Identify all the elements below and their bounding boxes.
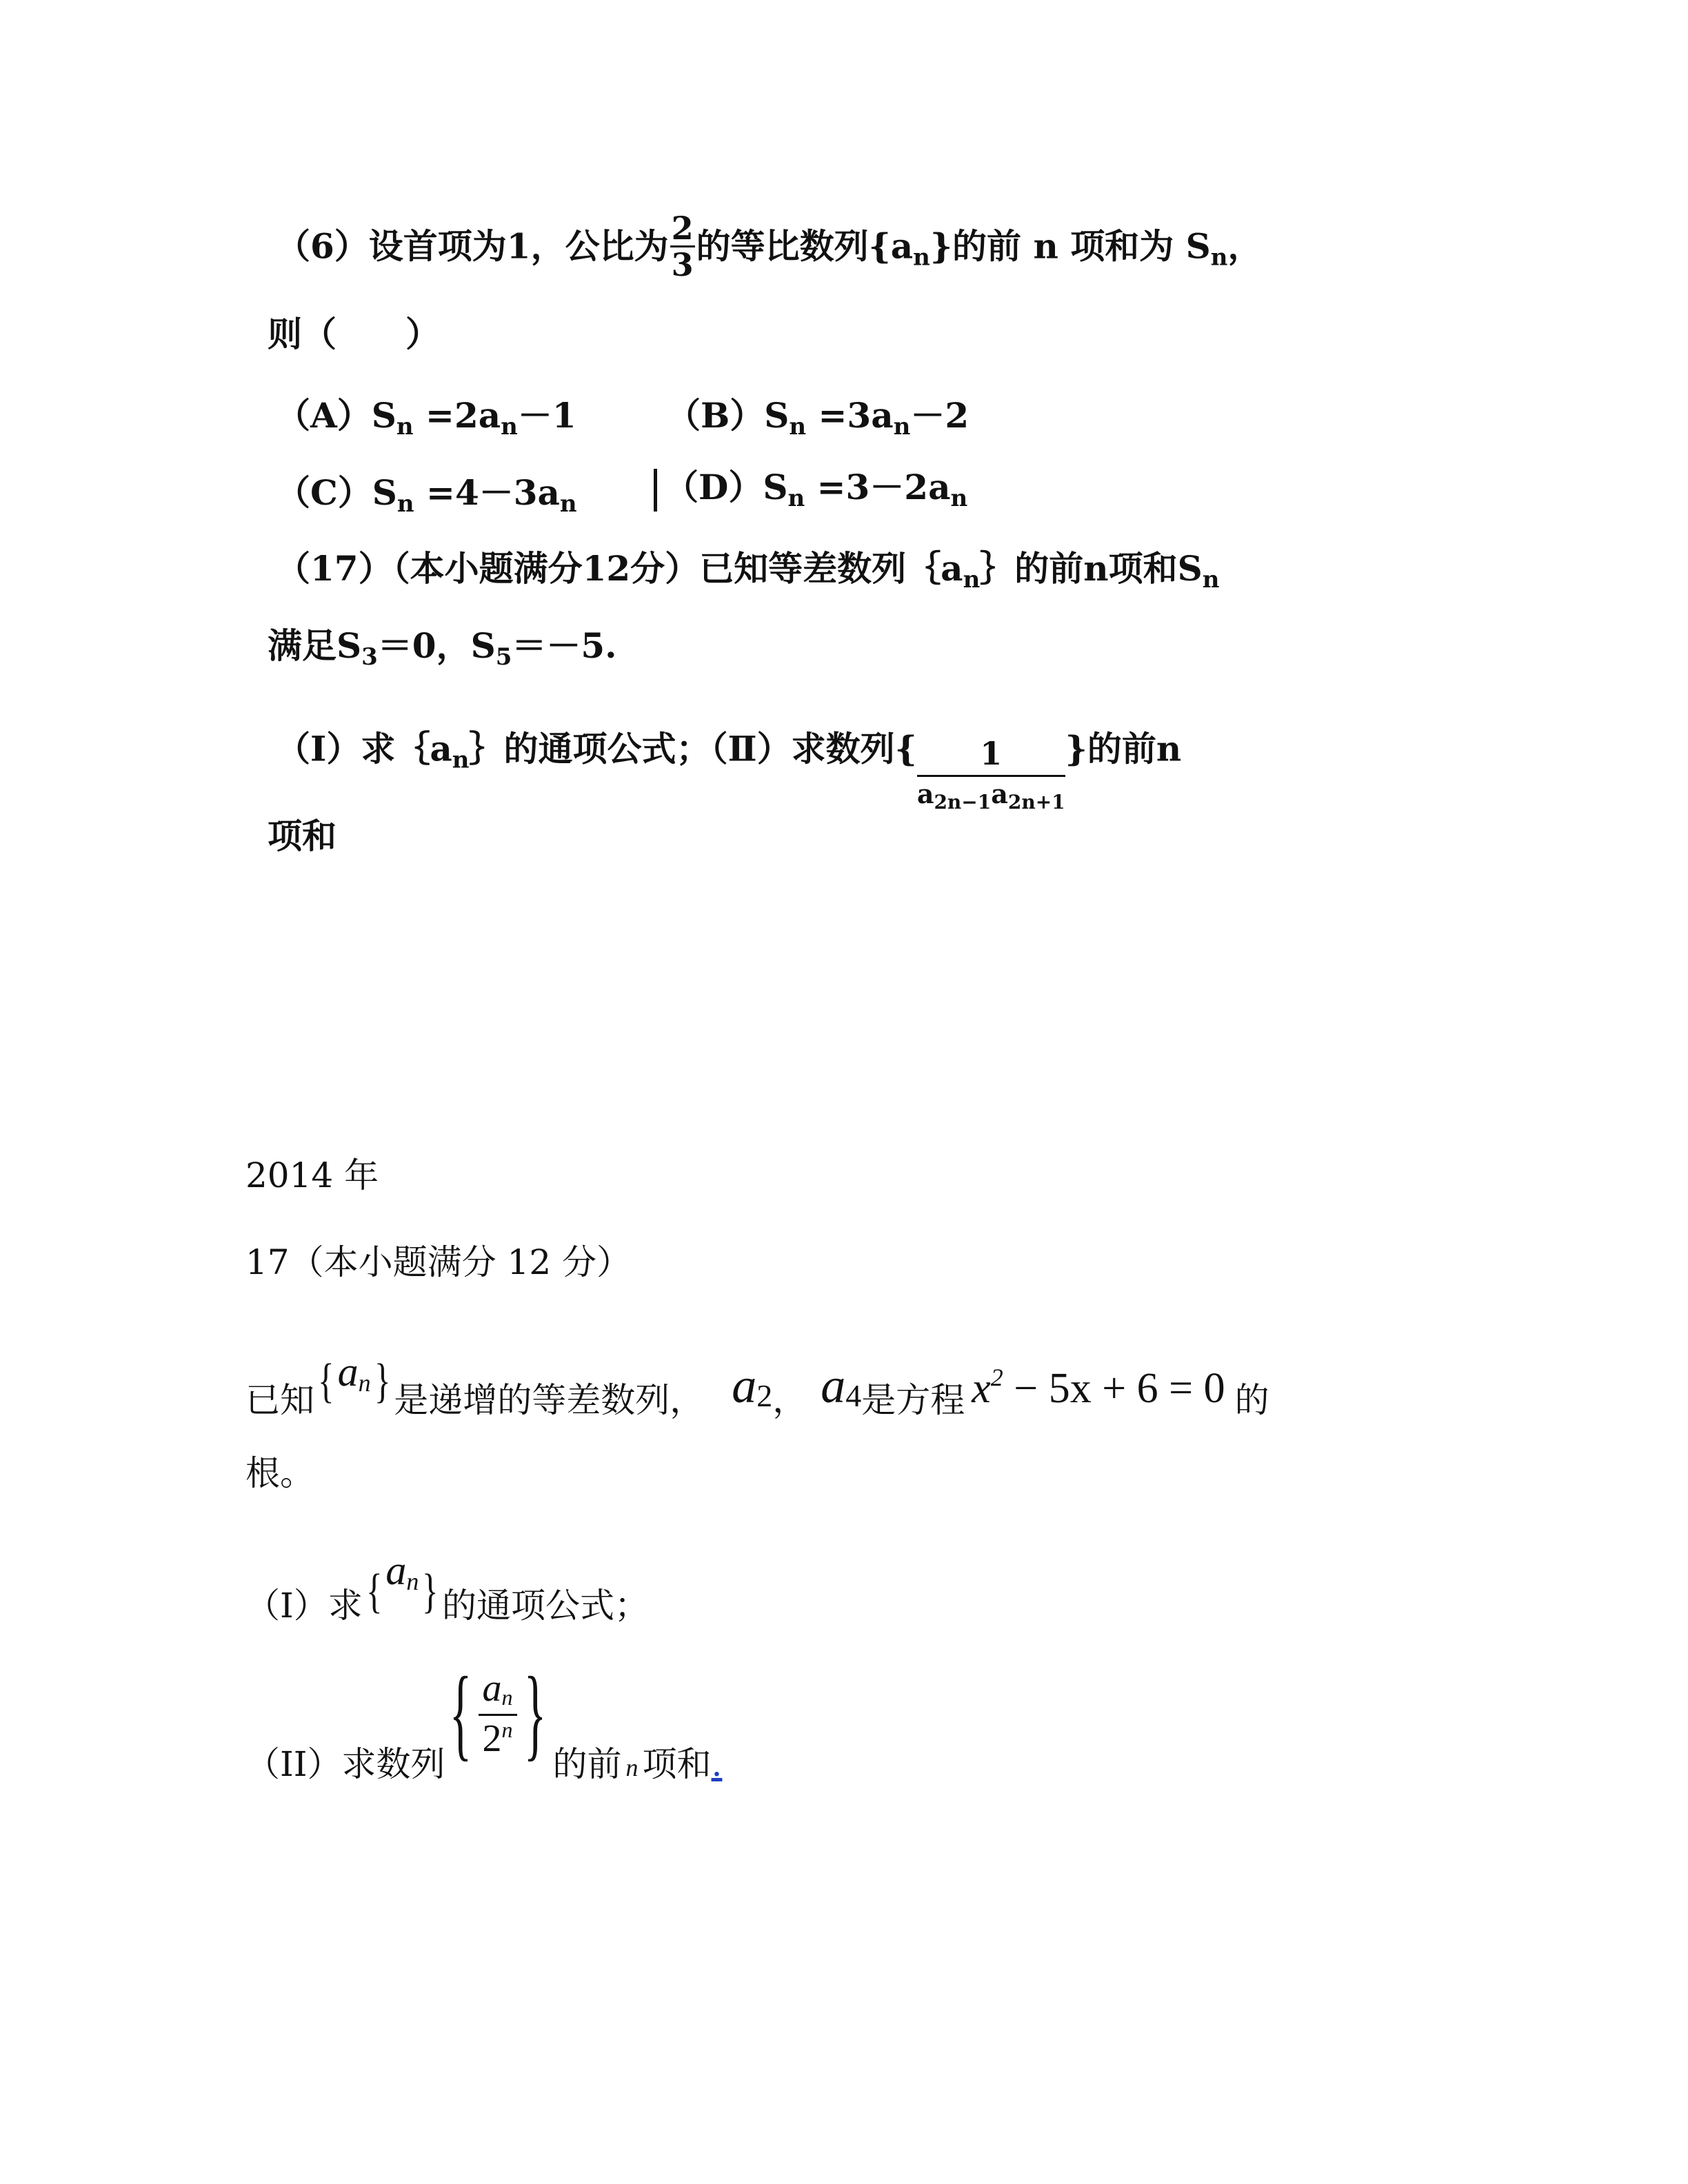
reciprocal-fraction: $\frac{1}{a_{2n-1}a_{2n+1}}$ — [916, 735, 1065, 813]
q6-option-b: $(B)S_n =3a_n-2$ — [666, 395, 969, 441]
trailing-dot-link[interactable]: . — [711, 1744, 723, 1784]
quadratic-equation: $x^2 - 5x + 6 = 0$ — [972, 1364, 1225, 1412]
q6-line2: 则（ ） — [268, 314, 440, 354]
q6-option-c: $(C)S_n =4-3a_n$ — [276, 472, 577, 518]
q17-old-line4: 项和 — [268, 816, 336, 856]
sequence-an: an — [385, 1548, 419, 1595]
q6-line1: （6）设首项为1，公比为 $\frac{2}{3}$ 的等比数列$\{a_n\}$的前 n 项和为 $S_n$， — [276, 210, 1263, 283]
q17-part1: （I）求{an} 的通项公式； — [245, 1548, 649, 1626]
q17-line2: 根。 — [245, 1453, 314, 1493]
text-cursor-bar — [654, 469, 657, 512]
ratio-fraction: $\frac{2}{3}$ — [671, 210, 694, 283]
q17-line1: 已知{an} 是递增的等差数列， $a_2$， $a_4$是方程 $x^2 - 5x + 6 = 0$ 的 — [245, 1349, 1269, 1420]
sequence-an: an — [337, 1349, 371, 1397]
an-over-2n-fraction: $\frac{a_n}{2^n}$ — [479, 1669, 517, 1758]
q17-heading: 17（本小题满分 12 分） — [245, 1242, 632, 1282]
term-a4: $a_4$ — [821, 1358, 862, 1413]
q17-old-line2: 满足$S_3=0$，$S_5=-5$. — [268, 625, 617, 671]
term-a2: $a_2$ — [732, 1358, 773, 1413]
q17-part2: （II）求数列{ $\frac{a_n}{2^n}$ } 的前 $_n$ 项和. — [245, 1656, 723, 1784]
q17-old-line3: （Ⅰ）求$\{a_n\}$的通项公式；（Ⅱ）求数列{ $\frac{1}{a_{2n-1}a_{2n+1}}$ }的前n — [276, 728, 1182, 813]
year-heading: 2014 年 — [245, 1155, 379, 1195]
q6-option-d: $(D)S_n =3-2a_n$ — [654, 469, 967, 512]
q6-option-a: $(A)S_n =2a_n-1$ — [276, 395, 576, 441]
q17-old-line1: （17）（本小题满分12分）已知等差数列$\{a_n\}$的前n项和$S_n$ — [276, 548, 1220, 594]
